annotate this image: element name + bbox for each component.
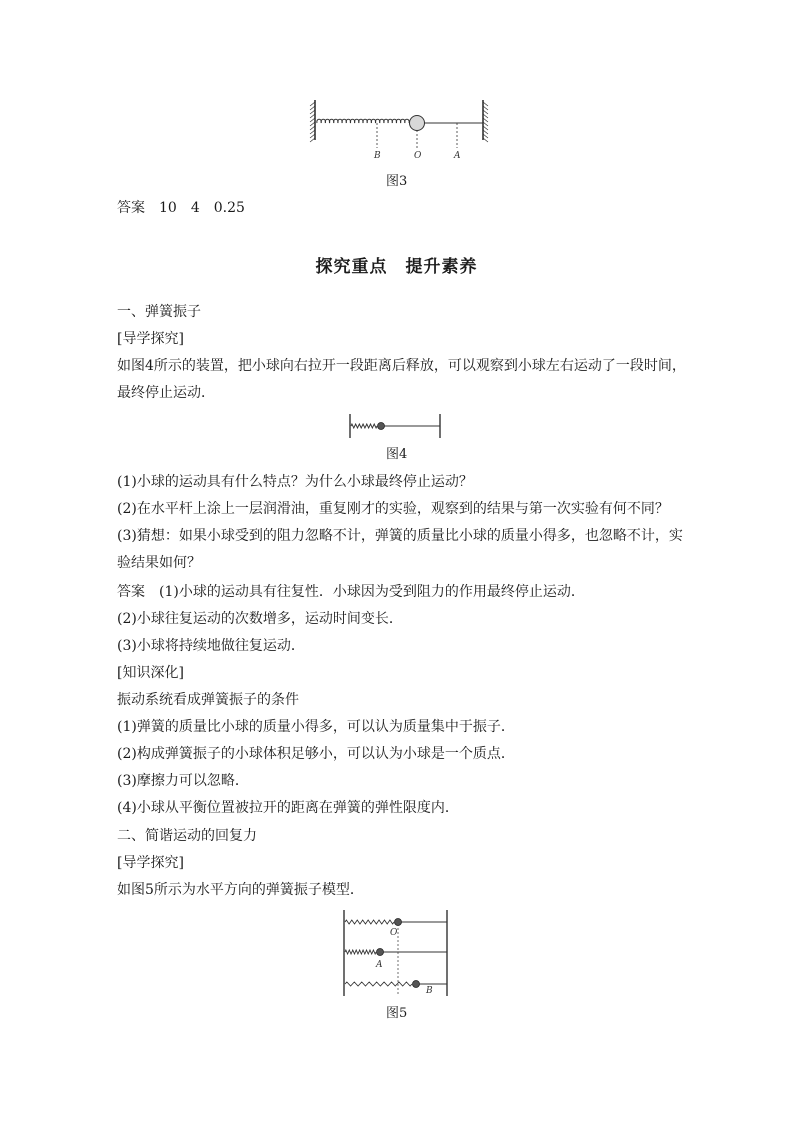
knowledge-tag: [知识深化] xyxy=(117,665,184,681)
question-3-line-1: (3)猜想：如果小球受到的阻力忽略不计，弹簧的质量比小球的质量小得多，也忽略不计，实 xyxy=(117,528,683,544)
ball-row-1 xyxy=(395,919,402,926)
question-3-line-2: 验结果如何？ xyxy=(117,555,201,571)
figure-4-caption: 图4 xyxy=(386,447,408,462)
condition-1: (1)弹簧的质量比小球的质量小得多，可以认为质量集中于振子． xyxy=(117,719,515,735)
answer-2: (2)小球往复运动的次数增多，运动时间变长． xyxy=(117,611,403,627)
answer-3: (3)小球将持续地做往复运动． xyxy=(117,638,305,654)
guide-tag-1: [导学探究] xyxy=(117,331,184,347)
figure-5-caption: 图5 xyxy=(386,1006,408,1021)
figure-4-spring-oscillator xyxy=(346,412,446,442)
spring-row-3 xyxy=(345,982,412,986)
spring-row-1 xyxy=(345,920,394,924)
ball xyxy=(378,423,385,430)
ball-row-3 xyxy=(413,981,420,988)
label-b: B xyxy=(426,986,433,996)
ball-row-2 xyxy=(377,949,384,956)
ball xyxy=(410,116,425,131)
figure-5-spring-oscillators xyxy=(340,908,455,1000)
answer-1: 答案 (1)小球的运动具有往复性．小球因为受到阻力的作用最终停止运动． xyxy=(117,584,585,600)
figure-3-caption: 图3 xyxy=(386,174,408,189)
label-b: B xyxy=(374,151,381,161)
spring xyxy=(317,119,409,123)
condition-4: (4)小球从平衡位置被拉开的距离在弹簧的弹性限度内． xyxy=(117,800,459,816)
question-1: (1)小球的运动具有什么特点？为什么小球最终停止运动？ xyxy=(117,474,473,490)
guide-tag-2: [导学探究] xyxy=(117,855,184,871)
intro-line-1: 如图4所示的装置，把小球向右拉开一段距离后释放，可以观察到小球左右运动了一段时间， xyxy=(117,358,686,374)
previous-answer: 答案 10 4 0.25 xyxy=(117,200,245,216)
wall-hatching xyxy=(310,102,488,142)
section-title: 探究重点 提升素养 xyxy=(315,257,478,277)
spring xyxy=(351,424,377,428)
question-2: (2)在水平杆上涂上一层润滑油，重复刚才的实验，观察到的结果与第一次实验有何不同？ xyxy=(117,501,669,517)
intro-line-2: 最终停止运动． xyxy=(117,385,215,401)
conditions-title: 振动系统看成弹簧振子的条件 xyxy=(117,692,299,708)
part1-heading: 一、弹簧振子 xyxy=(117,304,201,320)
spring-row-2 xyxy=(345,950,376,954)
figure-3-spring-oscillator xyxy=(305,98,495,168)
label-a: A xyxy=(376,960,383,970)
label-o: O xyxy=(414,151,422,161)
condition-2: (2)构成弹簧振子的小球体积足够小，可以认为小球是一个质点． xyxy=(117,746,515,762)
label-o: O xyxy=(390,928,398,938)
label-a: A xyxy=(454,151,461,161)
part2-heading: 二、简谐运动的回复力 xyxy=(117,828,257,844)
part2-intro: 如图5所示为水平方向的弹簧振子模型． xyxy=(117,882,364,898)
condition-3: (3)摩擦力可以忽略． xyxy=(117,773,249,789)
